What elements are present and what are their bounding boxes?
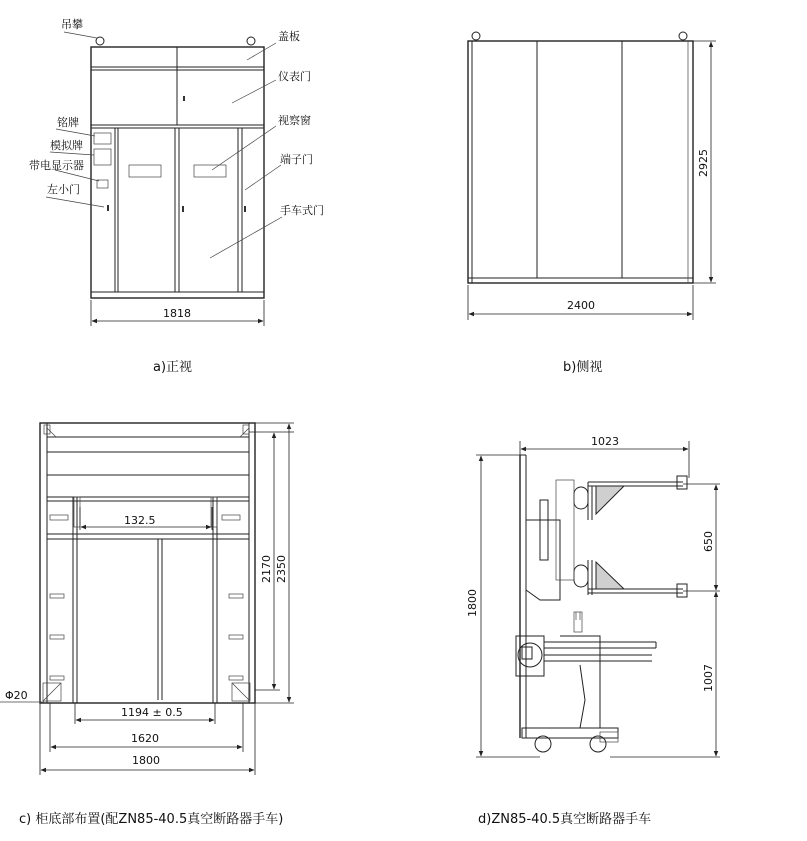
viewing-window-left (129, 165, 161, 177)
front-width-dimension: 1818 (163, 307, 191, 320)
dimension-132-5: 132.5 (124, 514, 156, 527)
side-view (468, 32, 716, 375)
label-terminal-door: 端子门 (280, 153, 313, 166)
dimension-phi-20: Φ20 (5, 689, 28, 702)
caption-front-view: a)正视 (153, 360, 193, 375)
lifting-lug-left (96, 37, 104, 45)
label-truck-door: 手车式门 (280, 204, 324, 217)
dimension-2170: 2170 (260, 555, 273, 583)
bottom-cabinet-outline (40, 423, 255, 703)
mimic-panel (94, 149, 111, 165)
side-width-dimension: 2400 (567, 299, 595, 312)
viewing-window-right (194, 165, 226, 177)
label-mimic-panel: 模拟牌 (50, 139, 83, 152)
label-left-small-door: 左小门 (47, 183, 80, 196)
nameplate (94, 133, 111, 144)
dimension-2350: 2350 (275, 555, 288, 583)
truck-view (466, 435, 720, 827)
side-slots (50, 594, 243, 680)
bottom-layout-view (0, 423, 294, 827)
dimension-1620: 1620 (131, 732, 159, 745)
caption-bottom-layout: c) 柜底部布置(配ZN85-40.5真空断路器手车) (19, 812, 284, 827)
dimension-1007: 1007 (702, 664, 715, 692)
caption-side-view: b)侧视 (563, 360, 603, 375)
label-nameplate: 铭牌 (57, 116, 79, 129)
front-view (29, 17, 324, 375)
dimension-1800-truck: 1800 (466, 589, 479, 617)
side-lifting-lug-left (472, 32, 480, 40)
side-cabinet-outline (468, 41, 693, 283)
side-height-dimension: 2925 (697, 149, 710, 177)
label-instrument-door: 仪表门 (278, 70, 311, 83)
dimension-1800-bottom: 1800 (132, 754, 160, 767)
label-lifting-lug: 吊攀 (61, 18, 83, 31)
dimension-650: 650 (702, 531, 715, 552)
lifting-lug-right (247, 37, 255, 45)
dimension-1023: 1023 (591, 435, 619, 448)
caption-truck-view: d)ZN85-40.5真空断路器手车 (478, 812, 652, 827)
side-lifting-lug-right (679, 32, 687, 40)
dimension-1194: 1194 ± 0.5 (121, 706, 183, 719)
label-viewing-window: 视察窗 (278, 114, 311, 127)
label-cover-plate: 盖板 (278, 30, 300, 43)
label-live-indicator: 带电显示器 (29, 159, 84, 172)
